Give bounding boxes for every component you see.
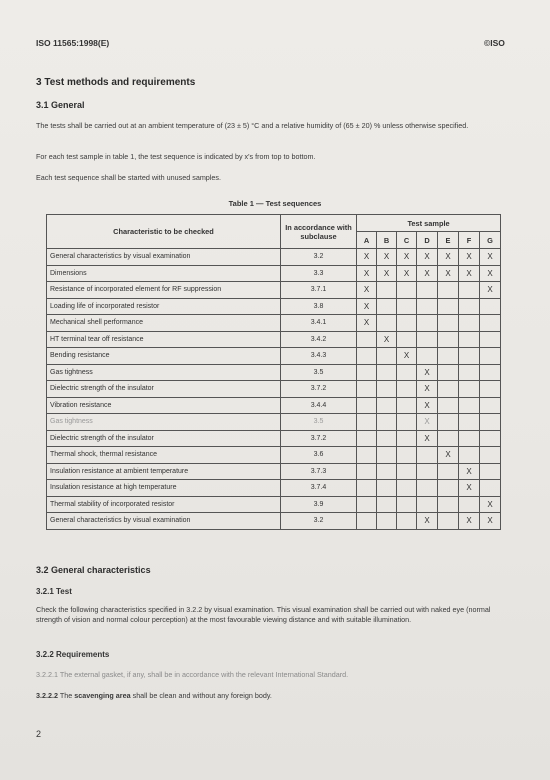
sample-header-g: G: [480, 232, 501, 249]
sample-mark-cell: [377, 480, 397, 497]
sample-mark-cell: X: [480, 496, 501, 513]
sample-mark-cell: [377, 298, 397, 315]
requirement-3-2-2-2-number: 3.2.2.2: [36, 691, 58, 700]
sample-mark-cell: [480, 430, 501, 447]
subclause-cell: 3.3: [281, 265, 357, 282]
sample-mark-cell: [357, 364, 377, 381]
table-row: [47, 282, 501, 299]
sample-header-e: E: [438, 232, 459, 249]
characteristic-cell: Gas tightness: [47, 414, 281, 431]
sample-mark-cell: [438, 381, 459, 398]
subclause-cell: 3.5: [281, 364, 357, 381]
sample-mark-cell: [417, 480, 438, 497]
sample-mark-cell: [397, 414, 417, 431]
sample-mark-cell: [417, 315, 438, 332]
sample-mark-cell: [480, 447, 501, 464]
scavenging-area-term: scavenging area: [74, 691, 131, 700]
sample-mark-cell: [459, 496, 480, 513]
sample-mark-cell: X: [438, 447, 459, 464]
subclause-cell: 3.5: [281, 414, 357, 431]
subclause-cell: 3.8: [281, 298, 357, 315]
subclause-cell: 3.4.4: [281, 397, 357, 414]
sample-mark-cell: X: [417, 513, 438, 530]
sample-mark-cell: [438, 315, 459, 332]
subclause-cell: 3.7.2: [281, 430, 357, 447]
sample-mark-cell: [438, 430, 459, 447]
sample-mark-cell: [417, 496, 438, 513]
sample-mark-cell: X: [459, 249, 480, 266]
sample-mark-cell: [357, 496, 377, 513]
table-row: [47, 315, 501, 332]
sample-mark-cell: [357, 348, 377, 365]
sample-header-b: B: [377, 232, 397, 249]
characteristic-cell: Vibration resistance: [47, 397, 281, 414]
sample-mark-cell: X: [397, 265, 417, 282]
sample-mark-cell: [438, 414, 459, 431]
general-paragraph-1: The tests shall be carried out at an ambient temperature of (23 ± 5) °C and a relative humidity of (65 ± 20) % unless otherwise specified.: [36, 121, 469, 130]
characteristic-cell: Thermal shock, thermal resistance: [47, 447, 281, 464]
table-row: [47, 397, 501, 414]
section-3-2-1-title: 3.2.1 Test: [36, 587, 72, 596]
characteristic-cell: Thermal stability of incorporated resistor: [47, 496, 281, 513]
sample-mark-cell: [438, 282, 459, 299]
subclause-cell: 3.7.1: [281, 282, 357, 299]
sample-mark-cell: [438, 513, 459, 530]
sample-mark-cell: [459, 282, 480, 299]
sample-mark-cell: X: [357, 282, 377, 299]
standard-number: ISO 11565:1998(E): [36, 38, 110, 48]
characteristic-cell: Insulation resistance at ambient temperature: [47, 463, 281, 480]
sample-mark-cell: [377, 430, 397, 447]
sample-header-a: A: [357, 232, 377, 249]
copyright-mark: ©ISO: [484, 38, 505, 48]
sample-mark-cell: [397, 480, 417, 497]
sample-mark-cell: [397, 447, 417, 464]
sample-mark-cell: [357, 381, 377, 398]
sample-mark-cell: [480, 414, 501, 431]
sample-mark-cell: [438, 298, 459, 315]
sample-mark-cell: [459, 298, 480, 315]
sample-mark-cell: [480, 463, 501, 480]
general-paragraph-3: Each test sequence shall be started with unused samples.: [36, 173, 221, 182]
section-3-title: 3 Test methods and requirements: [36, 77, 196, 88]
sample-mark-cell: [357, 447, 377, 464]
sample-mark-cell: [459, 447, 480, 464]
sample-mark-cell: [377, 414, 397, 431]
sample-mark-cell: [459, 331, 480, 348]
characteristic-cell: Dimensions: [47, 265, 281, 282]
sample-mark-cell: [438, 496, 459, 513]
sample-mark-cell: X: [377, 249, 397, 266]
sample-mark-cell: [377, 513, 397, 530]
subclause-cell: 3.7.2: [281, 381, 357, 398]
section-3-1-title: 3.1 General: [36, 100, 85, 110]
subclause-cell: 3.6: [281, 447, 357, 464]
subclause-cell: 3.7.3: [281, 463, 357, 480]
table-row: [47, 331, 501, 348]
characteristic-cell: Bending resistance: [47, 348, 281, 365]
table-row: [47, 513, 501, 530]
requirement-3-2-2-2-post: shall be clean and without any foreign body.: [132, 691, 272, 700]
section-3-2-title: 3.2 General characteristics: [36, 565, 151, 575]
subclause-cell: 3.7.4: [281, 480, 357, 497]
sample-header-f: F: [459, 232, 480, 249]
sample-mark-cell: X: [377, 265, 397, 282]
sample-mark-cell: [397, 496, 417, 513]
sample-mark-cell: [438, 463, 459, 480]
sample-header-c: C: [397, 232, 417, 249]
page-number: 2: [36, 729, 42, 739]
characteristic-cell: Dielectric strength of the insulator: [47, 381, 281, 398]
table-caption: Table 1 — Test sequences: [228, 199, 322, 208]
requirement-3-2-2-1: 3.2.2.1 The external gasket, if any, shall be in accordance with the relevant International Standard.: [36, 670, 349, 679]
test-paragraph: Check the following characteristics specified in 3.2.2 by visual examination. This visual examination shall be carried out with naked eye (normal strength of vision and normal colour perception) at the most favourable viewing distance and with suitable illumination.: [36, 605, 491, 624]
characteristic-cell: Dielectric strength of the insulator: [47, 430, 281, 447]
table-row: [47, 463, 501, 480]
sample-mark-cell: X: [438, 249, 459, 266]
sample-mark-cell: X: [417, 414, 438, 431]
sample-mark-cell: X: [459, 513, 480, 530]
sample-mark-cell: [459, 364, 480, 381]
sample-mark-cell: X: [417, 364, 438, 381]
sample-mark-cell: [459, 414, 480, 431]
subclause-cell: 3.2: [281, 513, 357, 530]
sample-mark-cell: X: [357, 315, 377, 332]
sample-mark-cell: X: [397, 348, 417, 365]
sample-mark-cell: [397, 381, 417, 398]
sample-mark-cell: [397, 513, 417, 530]
sample-mark-cell: [357, 430, 377, 447]
section-3-2-2-title: 3.2.2 Requirements: [36, 650, 110, 659]
table-row: [47, 414, 501, 431]
characteristic-cell: Resistance of incorporated element for RF suppression: [47, 282, 281, 299]
sample-mark-cell: [459, 430, 480, 447]
sample-mark-cell: [357, 513, 377, 530]
sample-mark-cell: [377, 348, 397, 365]
sample-mark-cell: [438, 480, 459, 497]
sample-mark-cell: X: [357, 249, 377, 266]
subclause-cell: 3.4.3: [281, 348, 357, 365]
sample-mark-cell: [480, 397, 501, 414]
sample-mark-cell: [417, 348, 438, 365]
sample-mark-cell: [417, 331, 438, 348]
sample-mark-cell: [397, 331, 417, 348]
sample-mark-cell: [438, 331, 459, 348]
sample-mark-cell: [397, 364, 417, 381]
table-row: [47, 348, 501, 365]
sample-mark-cell: [357, 397, 377, 414]
sample-mark-cell: X: [417, 397, 438, 414]
sample-mark-cell: [397, 282, 417, 299]
sample-mark-cell: [377, 447, 397, 464]
sample-mark-cell: X: [480, 513, 501, 530]
sample-mark-cell: X: [459, 463, 480, 480]
sample-mark-cell: X: [417, 430, 438, 447]
sample-mark-cell: [377, 463, 397, 480]
sample-mark-cell: X: [417, 381, 438, 398]
sample-mark-cell: [480, 480, 501, 497]
sample-mark-cell: [459, 348, 480, 365]
sample-mark-cell: X: [480, 265, 501, 282]
table-row: [47, 381, 501, 398]
sample-mark-cell: [480, 331, 501, 348]
sample-mark-cell: [397, 298, 417, 315]
sample-mark-cell: X: [357, 298, 377, 315]
general-paragraph-2: For each test sample in table 1, the test sequence is indicated by x's from top to bottom.: [36, 152, 316, 161]
sample-mark-cell: X: [459, 265, 480, 282]
sample-mark-cell: [397, 315, 417, 332]
sample-mark-cell: [357, 463, 377, 480]
table-row: [47, 298, 501, 315]
sample-mark-cell: [357, 480, 377, 497]
subclause-cell: 3.2: [281, 249, 357, 266]
table-row: [47, 480, 501, 497]
sample-mark-cell: X: [417, 249, 438, 266]
characteristic-cell: Gas tightness: [47, 364, 281, 381]
requirement-3-2-2-2: [36, 691, 518, 701]
column-header-subclause: In accordance with subclause: [281, 215, 357, 249]
sample-mark-cell: [438, 364, 459, 381]
table-row: [47, 265, 501, 282]
sample-mark-cell: [480, 381, 501, 398]
sample-mark-cell: [397, 397, 417, 414]
sample-mark-cell: [377, 315, 397, 332]
sample-mark-cell: [377, 496, 397, 513]
table-row: [47, 249, 501, 266]
sample-mark-cell: [377, 381, 397, 398]
sample-mark-cell: X: [438, 265, 459, 282]
sample-mark-cell: [377, 397, 397, 414]
sample-mark-cell: [357, 414, 377, 431]
table-row: [47, 447, 501, 464]
characteristic-cell: Loading life of incorporated resistor: [47, 298, 281, 315]
characteristic-cell: Mechanical shell performance: [47, 315, 281, 332]
sample-mark-cell: [417, 463, 438, 480]
sample-mark-cell: X: [480, 249, 501, 266]
sample-mark-cell: [480, 364, 501, 381]
characteristic-cell: General characteristics by visual examination: [47, 513, 281, 530]
sample-mark-cell: [377, 364, 397, 381]
sample-mark-cell: X: [357, 265, 377, 282]
sample-mark-cell: [397, 463, 417, 480]
sample-mark-cell: [438, 397, 459, 414]
sample-mark-cell: [377, 282, 397, 299]
subclause-cell: 3.4.2: [281, 331, 357, 348]
sample-mark-cell: [459, 381, 480, 398]
characteristic-cell: HT terminal tear off resistance: [47, 331, 281, 348]
sample-mark-cell: X: [377, 331, 397, 348]
subclause-cell: 3.4.1: [281, 315, 357, 332]
characteristic-cell: Insulation resistance at high temperature: [47, 480, 281, 497]
table-row: [47, 496, 501, 513]
sample-mark-cell: [459, 315, 480, 332]
subclause-cell: 3.9: [281, 496, 357, 513]
sample-mark-cell: X: [397, 249, 417, 266]
sample-mark-cell: [480, 298, 501, 315]
column-header-test-sample: Test sample: [357, 215, 501, 232]
sample-mark-cell: X: [459, 480, 480, 497]
column-header-characteristic: Characteristic to be checked: [47, 215, 281, 249]
table-row: [47, 364, 501, 381]
requirement-3-2-2-2-pre: The: [59, 691, 73, 700]
sample-mark-cell: [417, 447, 438, 464]
sample-header-d: D: [417, 232, 438, 249]
sample-mark-cell: [397, 430, 417, 447]
table-row: [47, 430, 501, 447]
sample-mark-cell: X: [480, 282, 501, 299]
test-sequence-table: [46, 214, 501, 530]
sample-mark-cell: [438, 348, 459, 365]
sample-mark-cell: X: [417, 265, 438, 282]
sample-mark-cell: [480, 348, 501, 365]
sample-mark-cell: [459, 397, 480, 414]
sample-mark-cell: [480, 315, 501, 332]
sample-mark-cell: [417, 298, 438, 315]
characteristic-cell: General characteristics by visual examination: [47, 249, 281, 266]
sample-mark-cell: [417, 282, 438, 299]
sample-mark-cell: [357, 331, 377, 348]
